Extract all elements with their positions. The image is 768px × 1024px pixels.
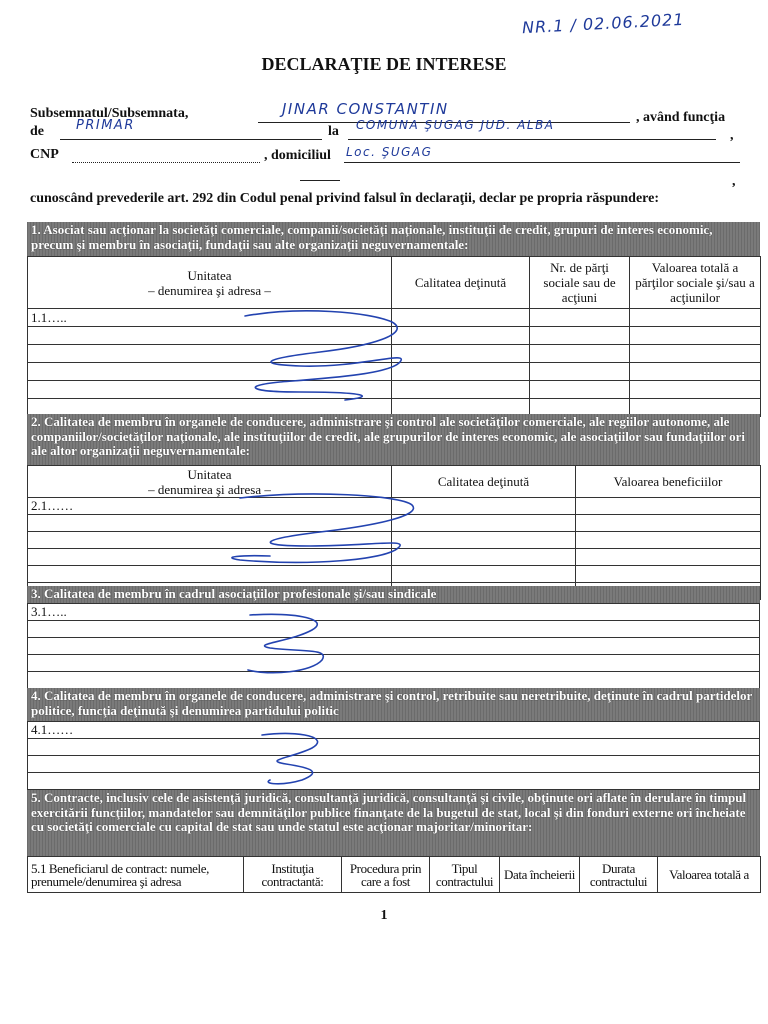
s2-cell[interactable] [576, 515, 761, 532]
s1-cell[interactable] [28, 381, 392, 399]
name-value[interactable]: JINAR CONSTANTIN [282, 100, 449, 118]
s2-col-unitatea: Unitatea – denumirea şi adresa – [28, 466, 392, 498]
s4-cell[interactable] [28, 773, 760, 790]
functia-label: , având funcţia [636, 110, 726, 125]
s1-cell[interactable] [530, 381, 630, 399]
registration-number: NR.1 / 02.06.2021 [521, 9, 685, 38]
section-1-table [27, 256, 761, 417]
s2-cell[interactable] [576, 498, 761, 515]
page-number: 1 [380, 908, 388, 923]
s2-cell[interactable] [576, 549, 761, 566]
s2-col-valoarea: Valoarea beneficiilor [576, 466, 761, 498]
s1-col-nr-parti: Nr. de părţi sociale sau de acţiuni [530, 257, 630, 309]
statement: cunoscând prevederile art. 292 din Codul penal privind falsul în declaraţii, declar pe propria răspundere: [30, 191, 660, 206]
s5-col-procedura: Procedura prin care a fost [342, 857, 430, 893]
s2-cell[interactable] [392, 515, 576, 532]
domiciliul-value[interactable]: Loc. ŞUGAG [346, 145, 433, 159]
s1-cell[interactable] [392, 327, 530, 345]
comma-1: , [730, 128, 734, 143]
s2-cell[interactable] [576, 566, 761, 583]
s1-cell[interactable] [392, 381, 530, 399]
s3-cell[interactable] [28, 655, 760, 672]
section-5-title: 5. Contracte, inclusiv cele de asistenţă juridică, consultanţă juridică, consultanţă şi civile, obţinute ori aflate în derulare în timpul exercitării funcţiilor, mandatelor sau demnităţilor publice finanţate de la bugetul de stat, local şi din fonduri externe ori încheiate cu societăţi comerciale cu capital de stat sau unde statul este acţionar majoritar/minoritar: [27, 790, 760, 856]
s5-col-beneficiar: 5.1 Beneficiarul de contract: numele, prenumele/denumirea şi adresa [28, 857, 244, 893]
functia-value[interactable]: PRIMAR [76, 118, 135, 133]
de-label: de [30, 124, 44, 139]
s1-cell[interactable] [392, 363, 530, 381]
s3-cell[interactable] [28, 621, 760, 638]
subsemnatul-label: Subsemnatul/Subsemnata, [30, 106, 189, 121]
institutie-value[interactable]: COMUNA ŞUGAG JUD. ALBA [356, 118, 555, 132]
s2-cell[interactable] [392, 566, 576, 583]
s3-cell[interactable] [28, 672, 760, 689]
s1-cell[interactable] [530, 345, 630, 363]
s1-cell[interactable] [630, 345, 761, 363]
s2-cell[interactable] [28, 549, 392, 566]
section-4-title: 4. Calitatea de membru în organele de conducere, administrare şi control, retribuite sau neretribuite, deţinute în cadrul partidelor politice, funcţia deţinută şi denumirea partidului politic [27, 688, 760, 721]
s5-col-data: Data încheierii [500, 857, 580, 893]
s1-col-valoarea: Valoarea totală a părţilor sociale şi/sau a acţiunilor [630, 257, 761, 309]
s2-cell[interactable] [576, 532, 761, 549]
s2-cell[interactable] [392, 532, 576, 549]
s1-row-1-label: 1.1….. [28, 309, 392, 327]
s1-cell[interactable] [630, 363, 761, 381]
s5-col-institutia: Instituţia contractantă: [244, 857, 342, 893]
domiciliul-underline [344, 162, 740, 163]
s1-cell[interactable] [530, 363, 630, 381]
s3-cell[interactable] [28, 638, 760, 655]
s1-col-calitatea: Calitatea deţinută [392, 257, 530, 309]
s1-cell[interactable] [530, 327, 630, 345]
s1-cell[interactable] [28, 363, 392, 381]
document-title: DECLARAŢIE DE INTERESE [261, 54, 507, 74]
s4-row-1-label: 4.1…… [28, 722, 760, 739]
continuation-underline [300, 180, 340, 181]
s2-col-calitatea: Calitatea deţinută [392, 466, 576, 498]
cnp-underline [72, 162, 260, 163]
s2-row-1-label: 2.1…… [28, 498, 392, 515]
s1-cell[interactable] [630, 327, 761, 345]
s2-cell[interactable] [392, 498, 576, 515]
section-3-title: 3. Calitatea de membru în cadrul asociaţiilor profesionale şi/sau sindicale [27, 586, 760, 603]
section-2-table [27, 465, 761, 600]
s2-cell[interactable] [392, 549, 576, 566]
comma-2: , [732, 174, 736, 189]
s4-cell[interactable] [28, 739, 760, 756]
section-5-table [27, 856, 761, 893]
s1-cell[interactable] [28, 345, 392, 363]
s4-cell[interactable] [28, 756, 760, 773]
s2-cell[interactable] [28, 566, 392, 583]
s5-col-durata: Durata contractului [580, 857, 658, 893]
domiciliul-label: , domiciliul [264, 148, 331, 163]
functia-underline [60, 139, 322, 140]
section-2-title: 2. Calitatea de membru în organele de conducere, administrare şi control ale societăţilor comerciale, ale regiilor autonome, ale companiilor/societăţilor naţionale, ale instituţiilor de credit, ale grupurilor de interes economic, ale asociaţiilor sau fundaţiilor ori ale altor organizaţii neguvernamentale: [27, 414, 760, 465]
la-label: la [328, 124, 339, 139]
institutie-underline [348, 139, 716, 140]
s1-cell[interactable] [530, 309, 630, 327]
s5-col-valoarea: Valoarea totală a [658, 857, 761, 893]
s3-row-1-label: 3.1….. [28, 604, 760, 621]
section-1-title: 1. Asociat sau acţionar la societăţi comerciale, companii/societăţi naţionale, instituţii de credit, grupuri de interes economic, precum şi membru în asociaţii, fundaţii sau alte organizaţii neguvernamentale: [27, 222, 760, 256]
s1-cell[interactable] [392, 345, 530, 363]
s1-cell[interactable] [28, 327, 392, 345]
s2-cell[interactable] [28, 532, 392, 549]
cnp-label: CNP [30, 147, 59, 162]
section-4-table [27, 721, 760, 790]
section-3-table [27, 603, 760, 689]
s1-cell[interactable] [392, 309, 530, 327]
s1-cell[interactable] [630, 381, 761, 399]
s1-cell[interactable] [630, 309, 761, 327]
s5-col-tipul: Tipul contractului [430, 857, 500, 893]
s2-cell[interactable] [28, 515, 392, 532]
s1-col-unitatea: Unitatea – denumirea şi adresa – [28, 257, 392, 309]
